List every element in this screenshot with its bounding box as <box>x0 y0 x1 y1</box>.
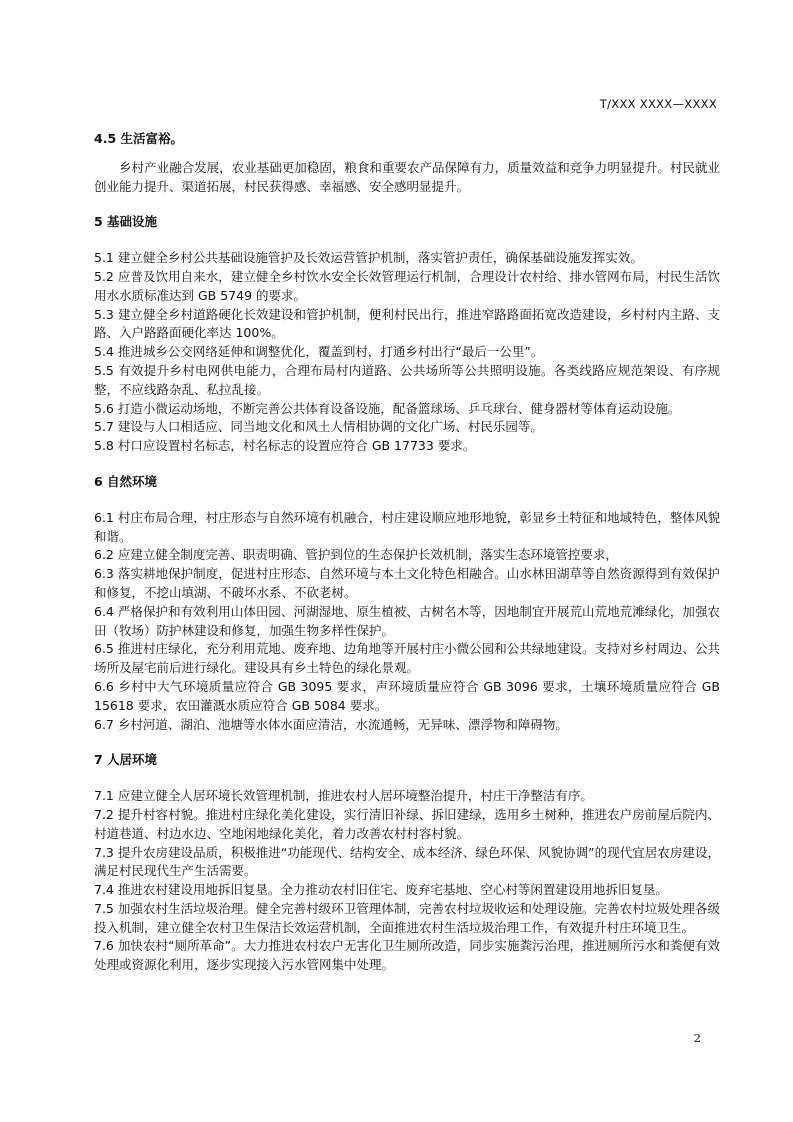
clause-7-6: 7.6 加快农村“厕所革命”。大力推进农村农户无害化卫生厕所改造，同步实施粪污治理，推进厕所污水和粪便有效处理或资源化利用，逐步实现接入污水管网集中处理。 <box>94 938 720 973</box>
clause-6-2: 6.2 应建立健全制度完善、职责明确、管护到位的生态保护长效机制，落实生态环境管控要求， <box>94 547 618 563</box>
clause-6-6: 6.6 乡村中大气环境质量应符合 GB 3095 要求，声环境质量应符合 GB 3096 要求，土壤环境质量应符合 GB 15618 要求，农田灌溉水质应符合 GB 5084 要求。 <box>94 678 720 713</box>
section-5-heading: 5 基础设施 <box>94 214 158 230</box>
clause-6-3: 6.3 落实耕地保护制度，促进村庄形态、自然环境与本土文化特色相融合。山水林田湖草等自然资源得到有效保护和修复，不挖山填湖、不破坏水系、不砍老树。 <box>94 566 720 600</box>
document-body <box>94 130 720 975</box>
document-code: T/XXX XXXX—XXXX <box>599 97 717 111</box>
clause-6-7: 6.7 乡村河道、湖泊、池塘等水体水面应清洁，水流通畅，无异味、漂浮物和障碍物。 <box>94 716 568 732</box>
clause-5-1: 5.1 建立健全乡村公共基础设施管护及长效运营管护机制，落实管护责任，确保基础设施发挥实效。 <box>94 250 643 266</box>
clause-5-6: 5.6 打造小微运动场地，不断完善公共体育设备设施，配备篮球场、乒乓球台、健身器材等体育运动设施。 <box>94 400 681 416</box>
clause-6-5: 6.5 推进村庄绿化，充分利用荒地、废弃地、边角地等开展村庄小微公园和公共绿地建设。支持对乡村周边、公共场所及屋宅前后进行绿化。建设具有乡土特色的绿化景观。 <box>94 641 720 676</box>
section-7-heading: 7 人居环境 <box>94 752 158 768</box>
clause-5-5: 5.5 有效提升乡村电网供电能力，合理布局村内道路、公共场所等公共照明设施。各类线路应规范架设、有序规整，不应线路杂乱、私拉乱接。 <box>94 362 720 397</box>
clause-6-4: 6.4 严格保护和有效利用山体田园、河湖湿地、原生植被、古树名木等，因地制宜开展荒山荒地荒滩绿化，加强农田（牧场）防护林建设和修复，加强生物多样性保护。 <box>94 603 720 638</box>
clause-6-1: 6.1 村庄布局合理，村庄形态与自然环境有机融合，村庄建设顺应地形地貌，彰显乡土特征和地域特色，整体风貌和谐。 <box>94 509 720 544</box>
clause-5-8: 5.8 村口应设置村名标志，村名标志的设置应符合 GB 17733 要求。 <box>94 438 476 454</box>
section-4-5-heading: 4.5 生活富裕。 <box>94 131 183 146</box>
section-4-5-paragraph: 乡村产业融合发展，农业基础更加稳固，粮食和重要农产品保障有力，质量效益和竞争力明显提升。村民就业创业能力提升、渠道拓展，村民获得感、幸福感、安全感明显提升。 <box>94 159 720 194</box>
clause-7-5: 7.5 加强农村生活垃圾治理。健全完善村级环卫管理体制，完善农村垃圾收运和处理设施。完善农村垃圾处理各级投入机制，建立健全农村卫生保洁长效运营机制，全面推进农村生活垃圾治理工作，有效提升村庄环境卫生。 <box>94 900 720 935</box>
clause-7-2: 7.2 提升村容村貌。推进村庄绿化美化建设，实行清旧补绿、拆旧建绿，选用乡土树种，推进农户房前屋后院内、村道巷道、村边水边、空地闲地绿化美化，着力改善农村村容村貌。 <box>94 806 720 841</box>
clause-5-4: 5.4 推进城乡公交网络延伸和调整优化，覆盖到村，打通乡村出行“最后一公里”。 <box>94 344 544 360</box>
clause-7-3: 7.3 提升农房建设品质，积极推进“功能现代、结构安全、成本经济、绿色环保、风貌协调”的现代宜居农房建设，满足村民现代生产生活需要。 <box>94 844 720 879</box>
clause-7-1: 7.1 应建立健全人居环境长效管理机制，推进农村人居环境整治提升，村庄干净整洁有序。 <box>94 788 593 804</box>
clause-5-3: 5.3 建立健全乡村道路硬化长效建设和管护机制，便利村民出行，推进窄路路面拓宽改造建设，乡村村内主路、支路、入户路路面硬化率达 100%。 <box>94 306 720 341</box>
page-number: 2 <box>693 1031 701 1045</box>
clause-7-4: 7.4 推进农村建设用地拆旧复垦。全力推动农村旧住宅、废弃宅基地、空心村等闲置建设用地拆旧复垦。 <box>94 882 668 898</box>
clause-5-7: 5.7 建设与人口相适应、同当地文化和风土人情相协调的文化广场、村民乐园等。 <box>94 419 543 435</box>
section-6-heading: 6 自然环境 <box>94 473 158 489</box>
clause-5-2: 5.2 应普及饮用自来水，建立健全乡村饮水安全长效管理运行机制，合理设计农村给、排水管网布局，村民生活饮用水水质标准达到 GB 5749 的要求。 <box>94 268 720 303</box>
